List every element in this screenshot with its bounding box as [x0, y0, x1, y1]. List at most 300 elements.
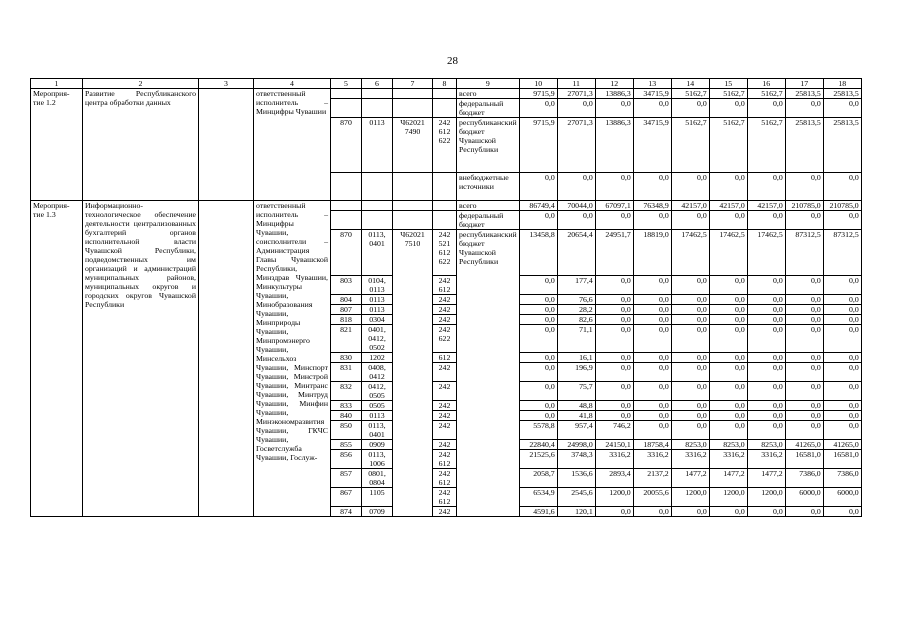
value-cell: 0,0 [633, 295, 671, 305]
column-header: 15 [709, 79, 747, 89]
value-cell: 67097,1 [595, 201, 633, 211]
value-cell: 0,0 [671, 411, 709, 421]
code-grbs [331, 201, 362, 211]
code-grbs [331, 99, 362, 118]
value-cell: 0,0 [823, 276, 861, 295]
table-row [31, 201, 862, 211]
value-cell: 5162,7 [709, 89, 747, 99]
value-cell: 42157,0 [671, 201, 709, 211]
code-grbs: 818 [331, 315, 362, 325]
column-header: 11 [557, 79, 595, 89]
code-section [362, 99, 393, 118]
value-cell: 5162,7 [671, 89, 709, 99]
value-cell: 13886,3 [595, 89, 633, 99]
code-target [393, 89, 433, 99]
value-cell: 42157,0 [747, 201, 785, 211]
column-header: 3 [199, 79, 254, 89]
code-grbs: 832 [331, 382, 362, 401]
value-cell: 1536,6 [557, 469, 595, 488]
value-cell: 0,0 [633, 305, 671, 315]
value-cell: 0,0 [671, 99, 709, 118]
code-section: 0401, 0412, 0502 [362, 325, 393, 353]
value-cell: 87312,5 [823, 230, 861, 276]
page-number: 28 [447, 55, 458, 67]
value-cell: 0,0 [633, 507, 671, 517]
value-cell: 0,0 [747, 382, 785, 401]
code-section: 0505 [362, 401, 393, 411]
value-cell: 5162,7 [747, 89, 785, 99]
column-header: 14 [671, 79, 709, 89]
value-cell: 18819,0 [633, 230, 671, 276]
value-cell: 3316,2 [671, 450, 709, 469]
funding-source: всего [457, 89, 520, 99]
measure-name: Информационно-технологическое обеспечение деятельности централизованных бухгалтерий органов исполнительной власти Чувашской Республики, подведомственных им организаций и администраций муниципальных районов, муниципальных округов и городских округов Чувашской Республики [83, 201, 199, 517]
value-cell: 0,0 [747, 353, 785, 363]
value-cell: 1200,0 [709, 488, 747, 507]
code-section: 0909 [362, 440, 393, 450]
value-cell: 34715,9 [633, 89, 671, 99]
value-cell: 957,4 [557, 421, 595, 440]
code-section: 0104, 0113 [362, 276, 393, 295]
value-cell: 0,0 [633, 382, 671, 401]
value-cell: 0,0 [595, 363, 633, 382]
value-cell: 0,0 [633, 276, 671, 295]
code-section [362, 89, 393, 99]
value-cell: 0,0 [785, 173, 823, 201]
value-cell: 27071,3 [557, 118, 595, 173]
code-expense-type: 242 612 [433, 276, 457, 295]
code-expense-type: 242 622 [433, 325, 457, 353]
value-cell: 0,0 [747, 173, 785, 201]
code-section [362, 211, 393, 230]
value-cell: 1477,2 [671, 469, 709, 488]
value-cell: 0,0 [633, 325, 671, 353]
value-cell: 746,2 [595, 421, 633, 440]
value-cell: 3316,2 [595, 450, 633, 469]
empty-cell [199, 89, 254, 201]
funding-source: внебюджетные источники [457, 173, 520, 201]
value-cell: 0,0 [519, 363, 557, 382]
column-header: 8 [433, 79, 457, 89]
code-section [362, 173, 393, 201]
value-cell: 16581,0 [823, 450, 861, 469]
value-cell: 3316,2 [709, 450, 747, 469]
value-cell: 0,0 [519, 276, 557, 295]
value-cell: 0,0 [785, 353, 823, 363]
value-cell: 13458,8 [519, 230, 557, 276]
value-cell: 0,0 [671, 421, 709, 440]
column-header: 9 [457, 79, 520, 89]
code-expense-type: 242 521 612 622 [433, 230, 457, 276]
value-cell: 0,0 [785, 411, 823, 421]
value-cell: 0,0 [595, 305, 633, 315]
column-header: 18 [823, 79, 861, 89]
column-header: 7 [393, 79, 433, 89]
code-section: 0113 [362, 305, 393, 315]
column-header: 4 [254, 79, 331, 89]
value-cell: 24150,1 [595, 440, 633, 450]
value-cell: 24998,0 [557, 440, 595, 450]
value-cell: 25813,5 [823, 89, 861, 99]
value-cell: 0,0 [595, 295, 633, 305]
value-cell: 0,0 [785, 507, 823, 517]
budget-table [30, 78, 862, 517]
code-section: 0801, 0804 [362, 469, 393, 488]
code-section: 0304 [362, 315, 393, 325]
value-cell: 0,0 [785, 382, 823, 401]
value-cell: 210785,0 [785, 201, 823, 211]
table-body [31, 79, 862, 517]
value-cell: 0,0 [709, 295, 747, 305]
value-cell: 0,0 [747, 411, 785, 421]
value-cell: 24951,7 [595, 230, 633, 276]
value-cell: 70044,0 [557, 201, 595, 211]
funding-source: республиканский бюджет Чувашской Республики [457, 118, 520, 173]
value-cell: 0,0 [709, 276, 747, 295]
value-cell: 75,7 [557, 382, 595, 401]
value-cell: 2545,6 [557, 488, 595, 507]
value-cell: 0,0 [747, 325, 785, 353]
code-expense-type: 242 [433, 401, 457, 411]
value-cell: 27071,3 [557, 89, 595, 99]
value-cell: 0,0 [519, 325, 557, 353]
value-cell: 0,0 [823, 295, 861, 305]
code-expense-type: 242 612 [433, 488, 457, 507]
code-grbs: 804 [331, 295, 362, 305]
value-cell: 0,0 [709, 401, 747, 411]
value-cell: 0,0 [785, 363, 823, 382]
value-cell: 41265,0 [785, 440, 823, 450]
value-cell: 0,0 [519, 211, 557, 230]
code-section: 1105 [362, 488, 393, 507]
value-cell: 0,0 [785, 421, 823, 440]
value-cell: 3316,2 [633, 450, 671, 469]
code-expense-type: 242 [433, 507, 457, 517]
empty-cell [199, 201, 254, 517]
value-cell: 8253,0 [747, 440, 785, 450]
value-cell: 25813,5 [823, 118, 861, 173]
value-cell: 0,0 [671, 401, 709, 411]
value-cell: 0,0 [519, 411, 557, 421]
code-expense-type [433, 99, 457, 118]
value-cell: 0,0 [823, 421, 861, 440]
value-cell: 9715,9 [519, 118, 557, 173]
code-expense-type: 242 [433, 305, 457, 315]
code-grbs: 850 [331, 421, 362, 440]
value-cell: 0,0 [633, 353, 671, 363]
value-cell: 7386,0 [823, 469, 861, 488]
value-cell: 0,0 [785, 315, 823, 325]
code-expense-type: 242 612 622 [433, 118, 457, 173]
value-cell: 0,0 [519, 353, 557, 363]
column-header: 10 [519, 79, 557, 89]
value-cell: 0,0 [785, 325, 823, 353]
value-cell: 0,0 [823, 382, 861, 401]
value-cell: 0,0 [671, 295, 709, 305]
value-cell: 0,0 [671, 173, 709, 201]
value-cell: 177,4 [557, 276, 595, 295]
value-cell: 0,0 [557, 173, 595, 201]
code-section: 0113 [362, 411, 393, 421]
code-section: 0709 [362, 507, 393, 517]
value-cell: 1477,2 [709, 469, 747, 488]
value-cell: 0,0 [823, 507, 861, 517]
value-cell: 0,0 [671, 382, 709, 401]
value-cell: 3316,2 [747, 450, 785, 469]
value-cell: 0,0 [785, 276, 823, 295]
value-cell: 41265,0 [823, 440, 861, 450]
code-expense-type [433, 211, 457, 230]
value-cell: 0,0 [633, 363, 671, 382]
value-cell: 0,0 [519, 295, 557, 305]
value-cell: 0,0 [595, 353, 633, 363]
value-cell: 21525,6 [519, 450, 557, 469]
value-cell: 6000,0 [785, 488, 823, 507]
value-cell: 0,0 [595, 507, 633, 517]
value-cell: 0,0 [709, 411, 747, 421]
value-cell: 0,0 [785, 305, 823, 315]
code-grbs: 874 [331, 507, 362, 517]
code-expense-type: 242 [433, 295, 457, 305]
value-cell: 0,0 [785, 99, 823, 118]
column-header: 6 [362, 79, 393, 89]
value-cell: 0,0 [785, 211, 823, 230]
value-cell: 210785,0 [823, 201, 861, 211]
value-cell: 0,0 [747, 211, 785, 230]
value-cell: 0,0 [595, 99, 633, 118]
value-cell: 5162,7 [671, 118, 709, 173]
code-grbs: 856 [331, 450, 362, 469]
code-grbs: 831 [331, 363, 362, 382]
value-cell: 0,0 [557, 99, 595, 118]
value-cell: 25813,5 [785, 89, 823, 99]
value-cell: 0,0 [823, 315, 861, 325]
value-cell: 13886,3 [595, 118, 633, 173]
code-target [393, 211, 433, 230]
value-cell: 0,0 [633, 173, 671, 201]
value-cell: 16,1 [557, 353, 595, 363]
code-section: 0113 [362, 295, 393, 305]
code-expense-type: 242 612 [433, 450, 457, 469]
executor-cell: ответственный исполнитель – Минцифры Чувашии [254, 89, 331, 201]
value-cell: 0,0 [747, 401, 785, 411]
value-cell: 0,0 [747, 295, 785, 305]
code-expense-type: 242 [433, 440, 457, 450]
code-grbs: 870 [331, 118, 362, 173]
code-expense-type: 242 [433, 411, 457, 421]
value-cell: 0,0 [595, 401, 633, 411]
code-target: Ч62021 7510 [393, 230, 433, 517]
code-expense-type: 612 [433, 353, 457, 363]
value-cell: 5578,8 [519, 421, 557, 440]
value-cell: 0,0 [633, 411, 671, 421]
value-cell: 0,0 [709, 325, 747, 353]
value-cell: 0,0 [595, 411, 633, 421]
value-cell: 20055,6 [633, 488, 671, 507]
value-cell: 0,0 [823, 99, 861, 118]
value-cell: 76,6 [557, 295, 595, 305]
value-cell: 0,0 [823, 173, 861, 201]
code-grbs [331, 211, 362, 230]
value-cell: 0,0 [747, 276, 785, 295]
value-cell: 0,0 [823, 363, 861, 382]
code-grbs: 803 [331, 276, 362, 295]
code-grbs: 855 [331, 440, 362, 450]
value-cell: 196,9 [557, 363, 595, 382]
value-cell: 0,0 [823, 325, 861, 353]
value-cell: 42157,0 [709, 201, 747, 211]
column-header: 17 [785, 79, 823, 89]
value-cell: 0,0 [633, 401, 671, 411]
value-cell: 0,0 [709, 353, 747, 363]
code-grbs: 833 [331, 401, 362, 411]
header-row [31, 79, 862, 89]
value-cell: 18758,4 [633, 440, 671, 450]
value-cell: 0,0 [595, 276, 633, 295]
value-cell: 76348,9 [633, 201, 671, 211]
code-expense-type: 242 [433, 421, 457, 440]
value-cell: 0,0 [747, 305, 785, 315]
value-cell: 0,0 [671, 353, 709, 363]
code-expense-type: 242 [433, 315, 457, 325]
value-cell: 1200,0 [671, 488, 709, 507]
value-cell: 0,0 [709, 382, 747, 401]
value-cell: 0,0 [671, 276, 709, 295]
value-cell: 0,0 [633, 315, 671, 325]
value-cell: 1477,2 [747, 469, 785, 488]
code-grbs: 840 [331, 411, 362, 421]
code-target [393, 173, 433, 201]
value-cell: 0,0 [519, 401, 557, 411]
value-cell: 34715,9 [633, 118, 671, 173]
value-cell: 0,0 [519, 99, 557, 118]
value-cell: 87312,5 [785, 230, 823, 276]
code-expense-type: 242 [433, 363, 457, 382]
value-cell: 0,0 [671, 211, 709, 230]
value-cell: 0,0 [709, 315, 747, 325]
code-grbs: 830 [331, 353, 362, 363]
value-cell: 0,0 [785, 295, 823, 305]
value-cell: 0,0 [747, 507, 785, 517]
value-cell: 0,0 [633, 99, 671, 118]
funding-source: всего [457, 201, 520, 211]
value-cell: 25813,5 [785, 118, 823, 173]
measure-label: Мероприя-тие 1.3 [31, 201, 83, 517]
funding-source: федеральный бюджет [457, 211, 520, 230]
code-expense-type [433, 89, 457, 99]
column-header: 16 [747, 79, 785, 89]
value-cell: 41,8 [557, 411, 595, 421]
value-cell: 8253,0 [709, 440, 747, 450]
value-cell: 0,0 [709, 507, 747, 517]
value-cell: 4591,6 [519, 507, 557, 517]
funding-source: федеральный бюджет [457, 99, 520, 118]
code-section: 0113, 1006 [362, 450, 393, 469]
code-target [393, 99, 433, 118]
value-cell: 0,0 [747, 363, 785, 382]
value-cell: 0,0 [823, 353, 861, 363]
code-section: 0113, 0401 [362, 230, 393, 276]
value-cell: 1200,0 [747, 488, 785, 507]
value-cell: 86749,4 [519, 201, 557, 211]
value-cell: 0,0 [595, 382, 633, 401]
value-cell: 0,0 [823, 305, 861, 315]
value-cell: 17462,5 [747, 230, 785, 276]
value-cell: 2137,2 [633, 469, 671, 488]
measure-name: Развитие Республиканского центра обработки данных [83, 89, 199, 201]
column-header: 13 [633, 79, 671, 89]
code-expense-type: 242 [433, 382, 457, 401]
code-grbs [331, 89, 362, 99]
value-cell: 1200,0 [595, 488, 633, 507]
value-cell: 7386,0 [785, 469, 823, 488]
value-cell: 0,0 [633, 211, 671, 230]
value-cell: 6534,9 [519, 488, 557, 507]
value-cell: 20654,4 [557, 230, 595, 276]
measure-label: Мероприя-тие 1.2 [31, 89, 83, 201]
value-cell: 16581,0 [785, 450, 823, 469]
column-header: 1 [31, 79, 83, 89]
value-cell: 0,0 [557, 211, 595, 230]
value-cell: 0,0 [709, 421, 747, 440]
code-expense-type [433, 173, 457, 201]
value-cell: 82,6 [557, 315, 595, 325]
value-cell: 28,2 [557, 305, 595, 315]
value-cell: 6000,0 [823, 488, 861, 507]
code-section [362, 201, 393, 211]
value-cell: 5162,7 [709, 118, 747, 173]
code-target: Ч62021 7490 [393, 118, 433, 173]
code-grbs [331, 173, 362, 201]
executor-cell: ответственный исполнитель – Минцифры Чувашии, соисполнители – Администрация Главы Чувашской Республики, Минздрав Чувашии, Минкультуры Чувашии, Минобразования Чувашии, Минприроды Чувашии, Минпромэнерго Чувашии, Минсельхоз Чувашии, Минспорт Чувашии, Минстрой Чувашии, Минтранс Чувашии, Минтруд Чувашии, Минфин Чувашии, Минэкономразвития Чувашии, ГКЧС Чувашии, Госветслужба Чувашии, Гослуж- [254, 201, 331, 517]
code-grbs: 870 [331, 230, 362, 276]
value-cell: 0,0 [671, 507, 709, 517]
code-section: 1202 [362, 353, 393, 363]
code-grbs: 807 [331, 305, 362, 315]
value-cell: 0,0 [823, 401, 861, 411]
value-cell: 0,0 [671, 325, 709, 353]
column-header: 5 [331, 79, 362, 89]
value-cell: 0,0 [633, 421, 671, 440]
code-expense-type: 242 612 [433, 469, 457, 488]
value-cell: 0,0 [709, 305, 747, 315]
value-cell: 5162,7 [747, 118, 785, 173]
value-cell: 0,0 [595, 315, 633, 325]
value-cell: 120,1 [557, 507, 595, 517]
code-grbs: 821 [331, 325, 362, 353]
value-cell: 0,0 [823, 211, 861, 230]
value-cell: 0,0 [519, 305, 557, 315]
code-grbs: 867 [331, 488, 362, 507]
code-target [393, 201, 433, 211]
value-cell: 0,0 [595, 325, 633, 353]
code-grbs: 857 [331, 469, 362, 488]
value-cell: 22840,4 [519, 440, 557, 450]
value-cell: 0,0 [519, 315, 557, 325]
value-cell: 8253,0 [671, 440, 709, 450]
value-cell: 17462,5 [671, 230, 709, 276]
value-cell: 0,0 [709, 363, 747, 382]
value-cell: 17462,5 [709, 230, 747, 276]
value-cell: 0,0 [519, 173, 557, 201]
value-cell: 0,0 [785, 401, 823, 411]
value-cell: 0,0 [747, 315, 785, 325]
value-cell: 48,8 [557, 401, 595, 411]
value-cell: 71,1 [557, 325, 595, 353]
code-section: 0412, 0505 [362, 382, 393, 401]
value-cell: 0,0 [671, 315, 709, 325]
code-section: 0113, 0401 [362, 421, 393, 440]
